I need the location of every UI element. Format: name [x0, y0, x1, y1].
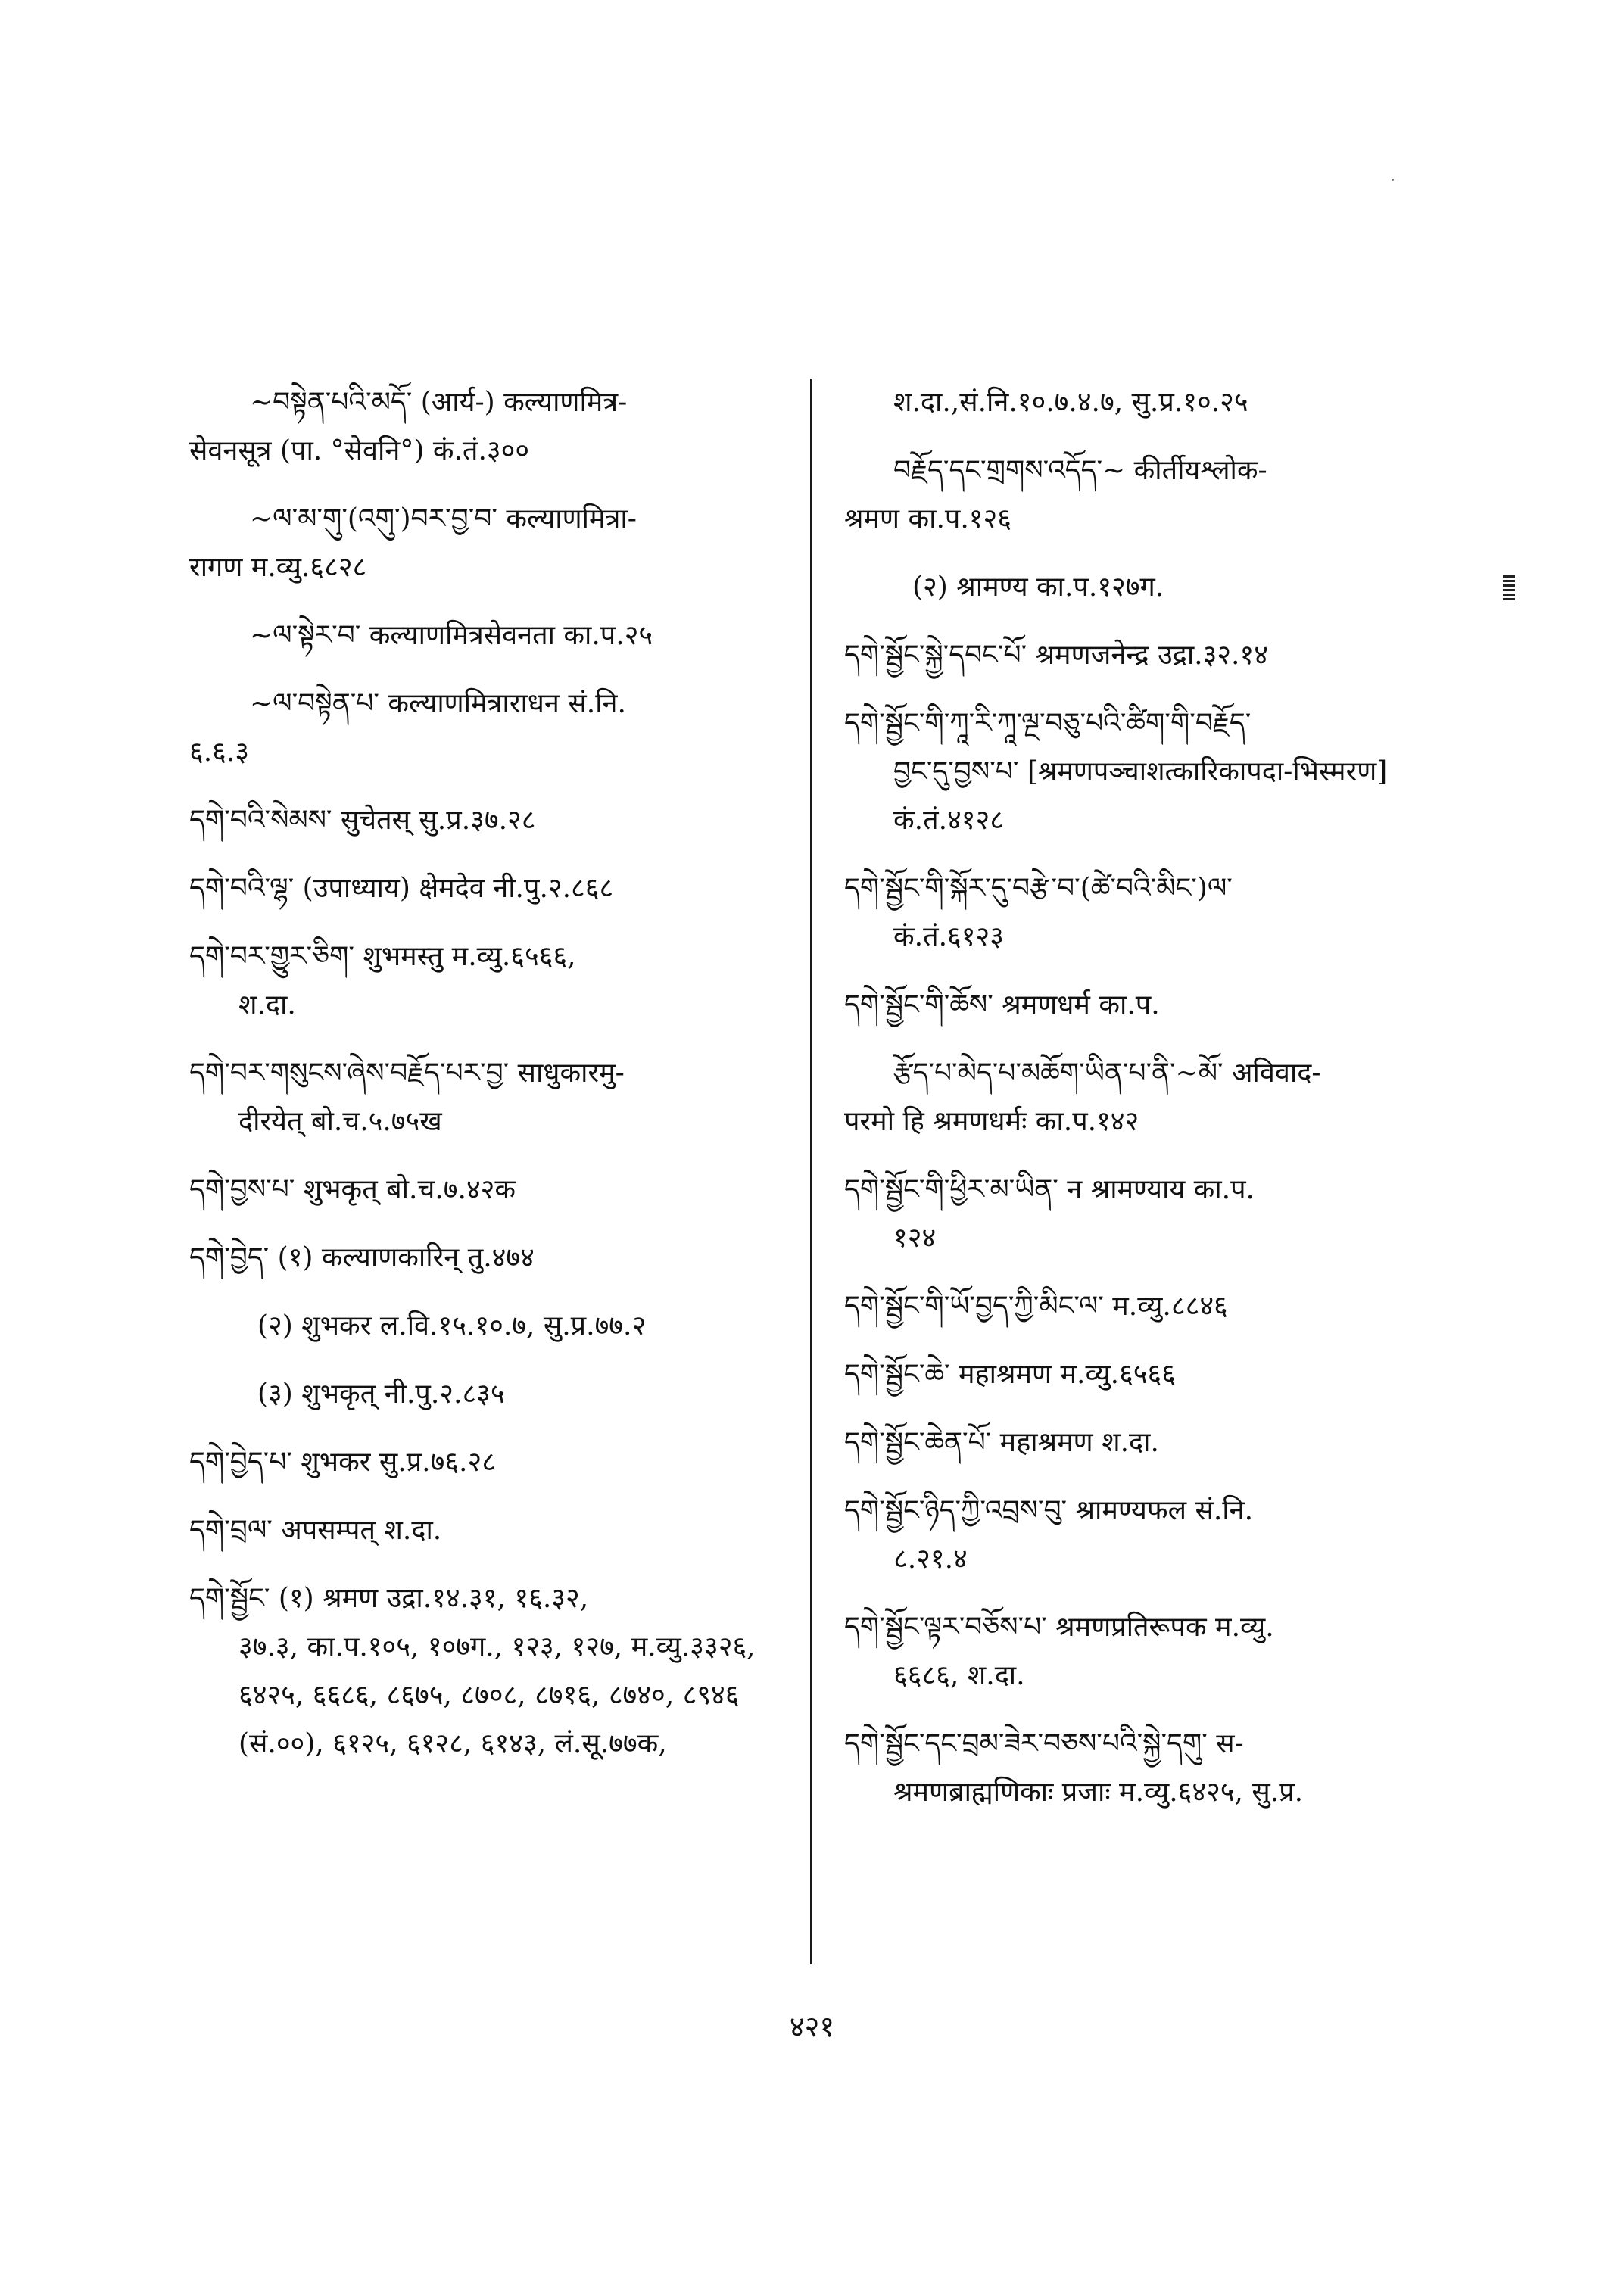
- entry-continuation: १२४: [893, 1223, 937, 1254]
- margin-mark: [1503, 575, 1515, 601]
- dictionary-subentry: [844, 447, 1457, 544]
- dictionary-entry: [189, 865, 795, 913]
- entry-continuation: श.दा.,सं.नि.१०.७.४.७, सु.प्र.१०.२५: [893, 387, 1248, 418]
- entry-continuation: श्रमणब्राह्मणिकाः प्रजाः म.व्यु.६४२५, सु.प्र.: [893, 1777, 1304, 1808]
- entry-continuation: ६.६.३: [189, 737, 250, 768]
- entry-headline: ~ལ་སྟེར་བ་ कल्याणमित्रसेवनता का.प.२५: [250, 620, 653, 651]
- entry-headline: དགེ་སྦྱོང་ཆེ་ महाश्रमण म.व्यु.६५६६: [844, 1359, 1176, 1390]
- sense-text: (२) शुभकर ल.वि.१५.१०.७, सु.प्र.७७.२: [257, 1310, 647, 1341]
- entry-continuation: བྱང་དུ་བྱས་པ་ [श्रमणपञ्चाशत्कारिकापदा-भिस्मरण] कं.तं.४१२८: [893, 756, 1388, 836]
- dictionary-entry: [844, 1487, 1457, 1584]
- entry-headline: དགེ་སྦྱོང་ཉིད་ཀྱི་འབྲས་བུ་ श्रामण्यफल सं.नि.: [844, 1495, 1254, 1526]
- dictionary-entry: [844, 631, 1457, 680]
- entry-continuation: ३७.३, का.प.१०५, १०७ग., १२३, १२७, म.व्यु.३३२६, ६४२५, ६६८६, ८६७५, ८७०८, ८७१६, ८७४०, ८९४६ (सं.००), ६१२५, ६१२८, ६१४३, लं.सू.७७क,: [238, 1631, 756, 1759]
- entry-headline: དགེ་སྦྱོང་དང་བྲམ་ཟེར་བཅས་པའི་སྐྱེ་དགུ་ स-: [844, 1728, 1244, 1759]
- entry-headline: དགེ་བའི་སེམས་ सुचेतस् सु.प्र.३७.२८: [189, 805, 536, 836]
- dictionary-entry: [189, 1049, 795, 1146]
- dictionary-entry: [844, 1603, 1457, 1700]
- entry-headline: དགེ་བྱས་པ་ शुभकृत् बो.च.७.४२क: [189, 1174, 516, 1205]
- entry-continuation: कं.तं.६१२३: [893, 921, 1004, 952]
- entry-headline: དགེ་བྲལ་ अपसम्पत् श.दा.: [189, 1515, 442, 1546]
- dictionary-entry: [189, 933, 795, 1030]
- dictionary-entry-continued: [844, 379, 1457, 427]
- entry-continuation: सेवनसूत्र (पा. °सेवनि°) कं.तं.३००: [189, 435, 530, 466]
- entry-headline: ~བསྟེན་པའི་མདོ་ (आर्य-) कल्याणमित्र-: [250, 387, 628, 418]
- entry-headline: དགེ་བྱེད་པ་ शुभकर सु.प्र.७६.२८: [189, 1447, 496, 1478]
- dictionary-entry: [189, 1234, 795, 1282]
- dictionary-entry: [844, 1166, 1457, 1263]
- entry-continuation: रागण म.व्यु.६८२८: [189, 552, 367, 583]
- dictionary-entry: [189, 379, 795, 475]
- entry-headline: ~ལ་མ་གུ་(འགུ་)བར་བྱ་བ་ कल्याणमित्रा-: [250, 503, 637, 534]
- entry-headline: དགེ་བྱེད་ (१) कल्याणकारिन् तु.४७४: [189, 1242, 535, 1273]
- entry-headline: དགེ་སྦྱོང་ཆེན་པོ་ महाश्रमण श.दा.: [844, 1427, 1159, 1458]
- right-column: [844, 379, 1457, 1837]
- entry-continuation: ८.२१.४: [893, 1544, 968, 1575]
- entry-headline: དགེ་སྦྱོང་སྐྱེ་དབང་པོ་ श्रमणजनेन्द्र उद्रा.३२.१४: [844, 640, 1268, 671]
- dictionary-entry: [844, 1720, 1457, 1817]
- entry-continuation: ६६८६, श.दा.: [893, 1660, 1025, 1691]
- column-divider: [810, 379, 812, 1964]
- entry-continuation: श.दा.: [238, 989, 296, 1020]
- dictionary-entry: [844, 865, 1457, 961]
- entry-headline: དགེ་བར་གྱུར་ཅིག་ शुभमस्तु म.व्यु.६५६६,: [189, 941, 576, 972]
- entry-continuation: दीरयेत् बो.च.५.७५ख: [238, 1106, 442, 1137]
- entry-headline: དགེ་བར་གསུངས་ཞེས་བརྗོད་པར་བྱ་ साधुकारमु-: [189, 1058, 625, 1089]
- dictionary-entry: [189, 495, 795, 592]
- entry-headline: དགེ་སྦྱོང་གི་ཡོ་བྱད་ཀྱི་མིང་ལ་ म.व्यु.८८४६: [844, 1291, 1228, 1322]
- dictionary-entry: [189, 612, 795, 660]
- dictionary-entry: [189, 1575, 795, 1768]
- entry-headline: དགེ་སྦྱོང་གི་ཆོས་ श्रमणधर्म का.प.: [844, 989, 1160, 1020]
- scan-speck: [1392, 179, 1394, 181]
- left-column: [189, 379, 795, 1788]
- entry-headline: ~ལ་བསྟེན་པ་ कल्याणमित्राराधन सं.नि.: [250, 688, 626, 719]
- entry-continuation: श्रमण का.प.१२६: [844, 503, 1011, 534]
- dictionary-entry: [844, 1282, 1457, 1331]
- dictionary-sense: [844, 563, 1457, 612]
- dictionary-entry: [189, 680, 795, 777]
- sense-text: (३) शुभकृत् नी.पु.२.८३५: [257, 1379, 505, 1410]
- dictionary-entry: [189, 796, 795, 845]
- dictionary-entry: [189, 1438, 795, 1487]
- entry-headline: དགེ་སྦྱོང་གི་ཕྱིར་མ་ཡིན་ न श्रामण्याय का.प.: [844, 1174, 1255, 1205]
- sense-text: (२) श्रामण्य का.प.१२७ग.: [912, 572, 1164, 603]
- page-number: ४२१: [789, 2010, 835, 2043]
- dictionary-entry: [189, 1166, 795, 1214]
- dictionary-entry: [844, 1419, 1457, 1467]
- entry-continuation: परमो हि श्रमणधर्मः का.प.१४२: [844, 1106, 1139, 1137]
- entry-headline: དགེ་སྦྱོང་ལྟར་བཅོས་པ་ श्रमणप्रतिरूपक म.व्यु.: [844, 1612, 1274, 1643]
- entry-headline: དགེ་སྦྱོང་གི་ཀཱ་རི་ཀཱ་ལྔ་བཅུ་པའི་ཚིག་གི་བརྗོད་: [844, 708, 1252, 739]
- dictionary-entry: [189, 1506, 795, 1555]
- dictionary-subentry: [844, 1049, 1457, 1146]
- dictionary-entry: [844, 699, 1457, 845]
- dictionary-sense: [189, 1370, 795, 1419]
- entry-headline: དགེ་སྦྱོང་ (१) श्रमण उद्रा.१४.३१, १६.३२,: [189, 1583, 589, 1614]
- entry-headline: བརྗོད་དང་གྲགས་འདོད་~ कीर्तीयश्लोक-: [893, 455, 1267, 486]
- entry-headline: དགེ་སྦྱོང་གི་སྐོར་དུ་བརྩེ་བ་(ཚེ་བའི་མིང་)ལ་: [844, 873, 1233, 904]
- dictionary-entry: [844, 981, 1457, 1030]
- dictionary-sense: [189, 1302, 795, 1351]
- entry-headline: དགེ་བའི་ལྷ་ (उपाध्याय) क्षेमदेव नी.पु.२.८६८: [189, 873, 614, 904]
- entry-headline: རྩོད་པ་མེད་པ་མཆོག་ཡིན་པ་ནི་~མོ་ अविवाद-: [893, 1058, 1321, 1089]
- dictionary-entry: [844, 1351, 1457, 1399]
